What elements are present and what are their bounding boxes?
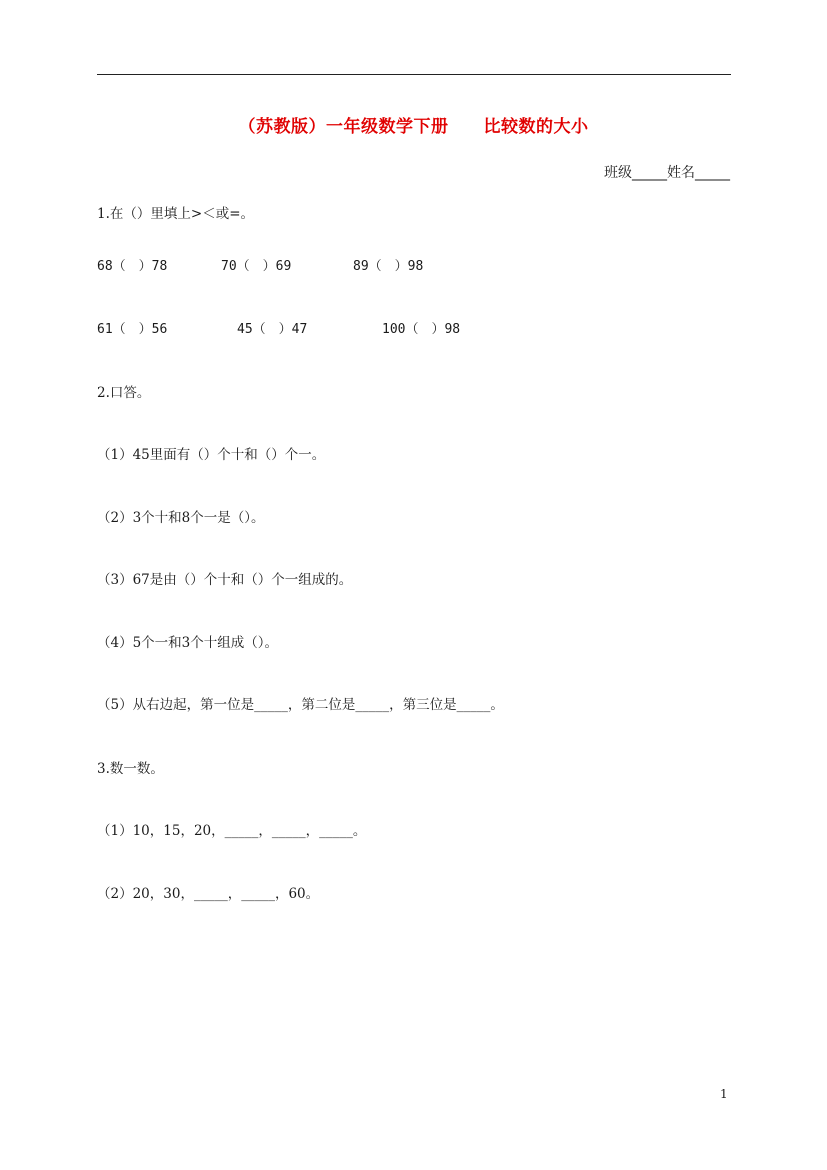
section1-heading: 1.在（）里填上>＜或=。: [97, 206, 255, 222]
question-item: （3）67是由（）个十和（）个一组成的。: [97, 572, 353, 588]
header-rule: [97, 74, 731, 75]
section3-heading: 3.数一数。: [97, 761, 164, 777]
question-item: （1）45里面有（）个十和（）个一。: [97, 447, 326, 463]
compare-item: 68（ ）78: [97, 259, 168, 274]
compare-item: 45（ ）47: [237, 322, 308, 337]
question-item: （2）20，30，_____，_____，60。: [97, 886, 320, 902]
document-title: （苏教版）一年级数学下册 比较数的大小: [238, 117, 589, 137]
compare-item: 70（ ）69: [221, 259, 292, 274]
question-item: （2）3个十和8个一是（）。: [97, 510, 265, 526]
question-item: （1）10，15，20，_____，_____，_____。: [97, 823, 367, 839]
page-number: 1: [720, 1087, 728, 1101]
compare-item: 61（ ）56: [97, 322, 168, 337]
compare-item: 100（ ）98: [382, 322, 461, 337]
question-item: （5）从右边起，第一位是_____，第二位是_____，第三位是_____。: [97, 697, 504, 713]
question-item: （4）5个一和3个十组成（）。: [97, 635, 279, 651]
class-name-line: 班级_____姓名_____: [604, 165, 730, 181]
compare-item: 89（ ）98: [353, 259, 424, 274]
section2-heading: 2.口答。: [97, 385, 151, 401]
